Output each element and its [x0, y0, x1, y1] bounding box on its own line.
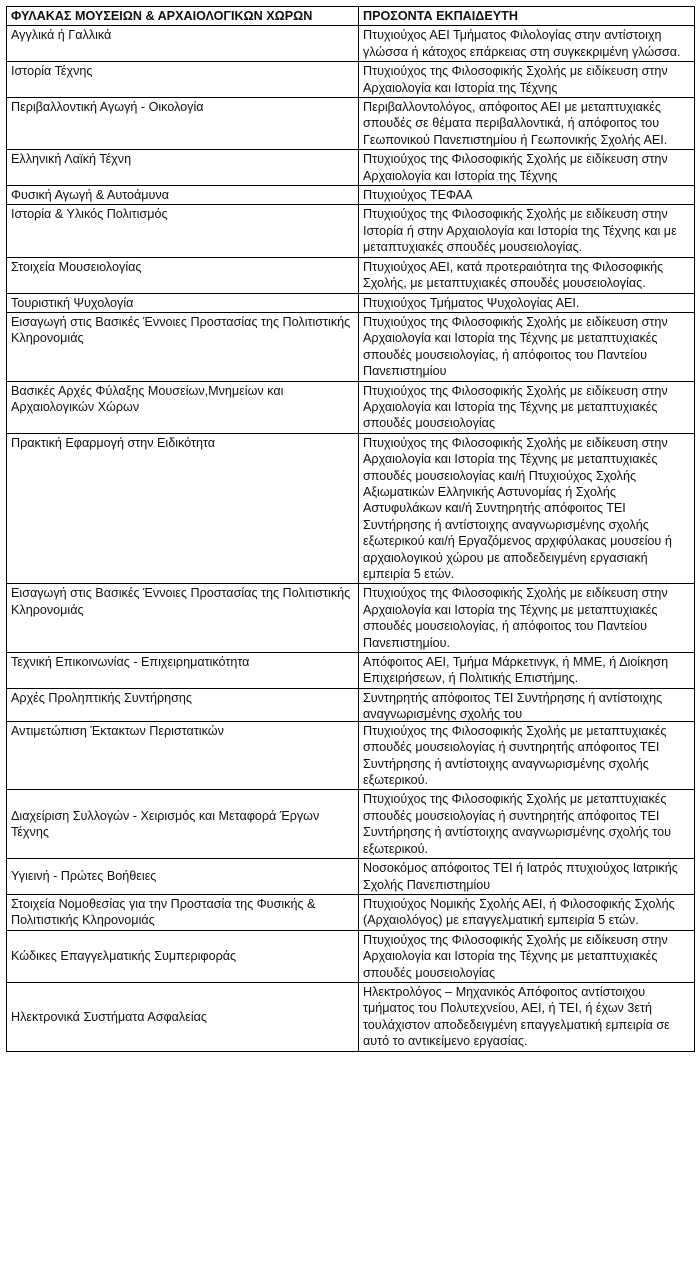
- qualification-cell: Νοσοκόμος απόφοιτος ΤΕΙ ή Ιατρός πτυχιούχος Ιατρικής Σχολής Πανεπιστημίου: [359, 859, 695, 895]
- qualification-cell: Πτυχιούχος ΑΕΙ Τμήματος Φιλολογίας στην αντίστοιχη γλώσσα ή κάτοχος επάρκειας στη συγκεκριμένη γλώσσα.: [359, 26, 695, 62]
- table-row: [7, 930, 695, 982]
- qualification-cell: Πτυχιούχος ΑΕΙ, κατά προτεραιότητα της Φιλοσοφικής Σχολής, με μεταπτυχιακές σπουδές μουσειολογίας.: [359, 257, 695, 293]
- table-row: [7, 894, 695, 930]
- subject-cell: Τεχνική Επικοινωνίας - Επιχειρηματικότητα: [7, 653, 359, 689]
- qualification-cell: Πτυχιούχος της Φιλοσοφικής Σχολής με ειδίκευση στην Αρχαιολογία και Ιστορία της Τέχνης: [359, 62, 695, 98]
- subject-cell: Αγγλικά ή Γαλλικά: [7, 26, 359, 62]
- subject-cell: Διαχείριση Συλλογών - Χειρισμός και Μεταφορά Έργων Τέχνης: [7, 790, 359, 859]
- subject-cell: Ιστορία Τέχνης: [7, 62, 359, 98]
- table-row: [7, 205, 695, 257]
- qualification-cell: Πτυχιούχος της Φιλοσοφικής Σχολής με ειδίκευση στην Αρχαιολογία και Ιστορία της Τέχνης με μεταπτυχιακές σπουδές μουσειολογίας και/ή Πτυχιούχος Σχολής Αξιωματικών Ελληνικής Αστυνομίας ή Σχολής Αστυφυλάκων και/ή Συντηρητής απόφοιτος ΤΕΙ Συντήρησης ή αντίστοιχης αναγνωρισμένης σχολής εξωτερικού και/ή Εργαζόμενος αρχιφύλακας μουσείου ή αρχαιολογικού χώρου με αποδεδειγμένη εργασιακή εμπειρία 5 ετών.: [359, 433, 695, 584]
- qualification-cell: Πτυχιούχος Τμήματος Ψυχολογίας ΑΕΙ.: [359, 293, 695, 312]
- subject-cell: Περιβαλλοντική Αγωγή - Οικολογία: [7, 98, 359, 150]
- qualification-cell: Πτυχιούχος της Φιλοσοφικής Σχολής με ειδίκευση στην Αρχαιολογία και Ιστορία της Τέχνης με μεταπτυχιακές σπουδές μουσειολογίας: [359, 930, 695, 982]
- subject-cell: Εισαγωγή στις Βασικές Έννοιες Προστασίας της Πολιτιστικής Κληρονομιάς: [7, 584, 359, 653]
- table-row: [7, 293, 695, 312]
- table-row: [7, 257, 695, 293]
- subject-cell: Στοιχεία Μουσειολογίας: [7, 257, 359, 293]
- subject-cell: Τουριστική Ψυχολογία: [7, 293, 359, 312]
- qualification-cell: Πτυχιούχος ΤΕΦΑΑ: [359, 186, 695, 205]
- table-row: [7, 150, 695, 186]
- qualification-cell: Πτυχιούχος της Φιλοσοφικής Σχολής με μεταπτυχιακές σπουδές μουσειολογίας ή συντηρητής απόφοιτος ΤΕΙ Συντήρησης ή αντίστοιχης αναγνωρισμένης σχολής του εξωτερικού.: [359, 790, 695, 859]
- table-row: [7, 381, 695, 433]
- qualification-cell: Πτυχιούχος της Φιλοσοφικής Σχολής με ειδίκευση στην Αρχαιολογία και Ιστορία της Τέχνης με μεταπτυχιακές σπουδές μουσειολογίας, ή απόφοιτος του Παντείου Πανεπιστημίου: [359, 312, 695, 381]
- table-header-row: [7, 7, 695, 26]
- subject-cell: Ηλεκτρονικά Συστήματα Ασφαλείας: [7, 982, 359, 1051]
- subject-cell: Αρχές Προληπτικής Συντήρησης: [7, 688, 359, 721]
- table-row: [7, 62, 695, 98]
- table-row: [7, 721, 695, 790]
- header-subject: ΦΥΛΑΚΑΣ ΜΟΥΣΕΙΩΝ & ΑΡΧΑΙΟΛΟΓΙΚΩΝ ΧΩΡΩΝ: [7, 7, 359, 26]
- table-row: [7, 433, 695, 584]
- subject-cell: Ελληνική Λαϊκή Τέχνη: [7, 150, 359, 186]
- table-row: [7, 26, 695, 62]
- table-row: [7, 186, 695, 205]
- table-row: [7, 584, 695, 653]
- subject-cell: Βασικές Αρχές Φύλαξης Μουσείων,Μνημείων και Αρχαιολογικών Χώρων: [7, 381, 359, 433]
- qualification-cell: Πτυχιούχος της Φιλοσοφικής Σχολής με μεταπτυχιακές σπουδές μουσειολογίας ή συντηρητής απόφοιτος ΤΕΙ Συντήρησης ή αντίστοιχης αναγνωρισμένης σχολής εξωτερικού.: [359, 721, 695, 790]
- qualification-cell: Πτυχιούχος της Φιλοσοφικής Σχολής με ειδίκευση στην Ιστορία ή στην Αρχαιολογία και Ιστορία της Τέχνης και με μεταπτυχιακές σπουδές μουσειολογίας.: [359, 205, 695, 257]
- qualification-cell: Πτυχιούχος της Φιλοσοφικής Σχολής με ειδίκευση στην Αρχαιολογία και Ιστορία της Τέχνης με μεταπτυχιακές σπουδές μουσειολογίας, ή απόφοιτος του Παντείου Πανεπιστημίου.: [359, 584, 695, 653]
- subject-cell: Φυσική Αγωγή & Αυτοάμυνα: [7, 186, 359, 205]
- subject-cell: Κώδικες Επαγγελματικής Συμπεριφοράς: [7, 930, 359, 982]
- subject-cell: Αντιμετώπιση Έκτακτων Περιστατικών: [7, 721, 359, 790]
- subject-cell: Ιστορία & Υλικός Πολιτισμός: [7, 205, 359, 257]
- qualification-cell: Ηλεκτρολόγος – Μηχανικός Απόφοιτος αντίστοιχου τμήματος του Πολυτεχνείου, ΑΕΙ, ή ΤΕΙ, ή έχων 3ετή τουλάχιστον αποδεδειγμένη επαγγελματική εμπειρία σε αυτό το αντικείμενο εργασίας.: [359, 982, 695, 1051]
- subject-cell: Υγιεινή - Πρώτες Βοήθειες: [7, 859, 359, 895]
- table-row: [7, 312, 695, 381]
- table-row: [7, 688, 695, 721]
- qualification-cell: Πτυχιούχος Νομικής Σχολής ΑΕΙ, ή Φιλοσοφικής Σχολής (Αρχαιολόγος) με επαγγελματική εμπειρία 5 ετών.: [359, 894, 695, 930]
- table-row: [7, 859, 695, 895]
- qualification-cell: Πτυχιούχος της Φιλοσοφικής Σχολής με ειδίκευση στην Αρχαιολογία και Ιστορία της Τέχνης με μεταπτυχιακές σπουδές μουσειολογίας: [359, 381, 695, 433]
- subject-cell: Εισαγωγή στις Βασικές Έννοιες Προστασίας της Πολιτιστικής Κληρονομιάς: [7, 312, 359, 381]
- qualification-cell: [359, 688, 695, 721]
- table-row: [7, 653, 695, 689]
- table-row: [7, 982, 695, 1051]
- header-qualification: ΠΡΟΣΟΝΤΑ ΕΚΠΑΙΔΕΥΤΗ: [359, 7, 695, 26]
- table-row: [7, 98, 695, 150]
- subject-cell: Στοιχεία Νομοθεσίας για την Προστασία της Φυσικής & Πολιτιστικής Κληρονομιάς: [7, 894, 359, 930]
- table-row: [7, 790, 695, 859]
- qualification-cell: Περιβαλλοντολόγος, απόφοιτος ΑΕΙ με μεταπτυχιακές σπουδές σε θέματα περιβαλλοντικά, ή απόφοιτος του Γεωπονικού Πανεπιστημίου ή Γεωπονικής Σχολής ΑΕΙ.: [359, 98, 695, 150]
- qualifications-table: [6, 6, 695, 1052]
- qualification-cell: Απόφοιτος ΑΕΙ, Τμήμα Μάρκετινγκ, ή ΜΜΕ, ή Διοίκηση Επιχειρήσεων, ή Πολιτικής Επιστήμης.: [359, 653, 695, 689]
- qualification-cell: Πτυχιούχος της Φιλοσοφικής Σχολής με ειδίκευση στην Αρχαιολογία και Ιστορία της Τέχνης: [359, 150, 695, 186]
- qualification-text: Συντηρητής απόφοιτος ΤΕΙ Συντήρησης ή αντίστοιχης αναγνωρισμένης σχολής του: [363, 690, 663, 721]
- subject-cell: Πρακτική Εφαρμογή στην Ειδικότητα: [7, 433, 359, 584]
